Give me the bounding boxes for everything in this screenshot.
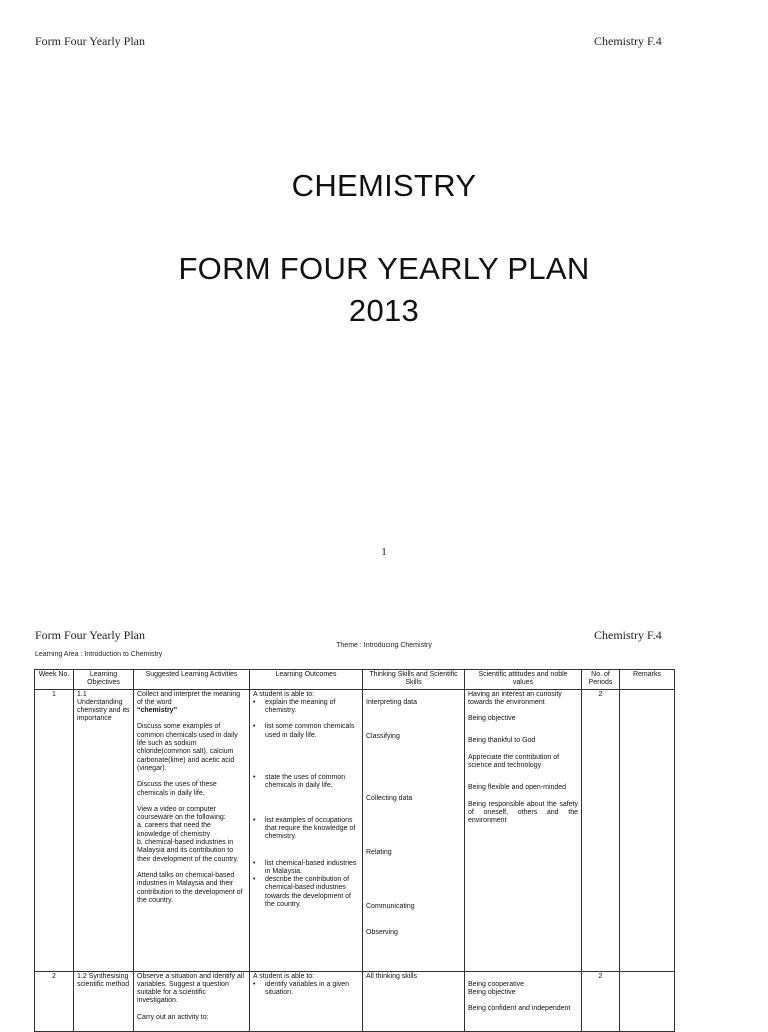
document-subtitle: FORM FOUR YEARLY PLAN (178, 251, 590, 286)
outcome-intro: A student is able to: (253, 690, 315, 698)
values-cell (465, 689, 582, 971)
activities-cell (134, 971, 250, 1031)
remarks-cell (620, 689, 675, 971)
document-title: CHEMISTRY (291, 168, 477, 203)
header-outcomes: Learning Outcomes (250, 670, 363, 690)
outcome-item: • list examples of occupations that require the knowledge of chemistry. (263, 817, 359, 842)
activity-text: Observe a situation and identify all variables. Suggest a question suitable for a scientific investigation. (137, 972, 245, 1005)
activity-text: “chemistry” (137, 707, 178, 715)
yearly-plan-table (34, 669, 675, 1032)
skill-item: Observing (366, 929, 398, 937)
outcome-item: • list some common chemicals used in daily life. (263, 723, 359, 740)
skills-cell (363, 689, 465, 971)
activity-text: View a video or computer courseware on the following: (137, 805, 226, 822)
page2-header-left: Form Four Yearly Plan (35, 628, 146, 642)
periods-cell: 2 (582, 689, 620, 971)
objective-cell: 1.1 Understanding chemistry and its importance (74, 689, 134, 971)
activity-text: Collect and interpret the meaning of the word (137, 690, 241, 706)
value-item: Being responsible about the safety of oneself, others and the environment (468, 800, 578, 825)
value-item: Being objective (468, 988, 516, 996)
outcome-item: • explain the meaning of chemistry. (263, 699, 359, 716)
activity-text: Attend talks on chemical-based industries in Malaysia and their contribution to the development of the country. (137, 871, 243, 904)
document-year: 2013 (348, 293, 420, 328)
header-skills: Thinking Skills and Scientific Skills (363, 670, 465, 690)
outcomes-cell (250, 971, 363, 1031)
objective-cell: 1.2 Synthesising scientific method (74, 971, 134, 1031)
value-item: Being flexible and open-minded (468, 784, 567, 792)
header-values: Scientific attitudes and noble values (465, 670, 582, 690)
header-periods: No. of Periods (582, 670, 620, 690)
value-item: Being confident and independent (468, 1005, 571, 1013)
value-item: Being objective (468, 715, 516, 723)
skill-item: Interpreting data (366, 698, 417, 706)
outcomes-cell (250, 689, 363, 971)
values-cell (465, 971, 582, 1031)
outcome-intro: A student is able to: (253, 972, 315, 980)
week-cell: 2 (35, 971, 74, 1031)
page1-header-left: Form Four Yearly Plan (35, 34, 146, 48)
learning-area-label: Learning Area : Introduction to Chemistry (35, 651, 163, 658)
outcome-item: • identify variables in a given situation. (263, 981, 359, 998)
table-row (35, 971, 675, 1031)
outcome-item: • list chemical-based industries in Malaysia. (263, 860, 359, 877)
periods-cell: 2 (582, 971, 620, 1031)
value-item: Being thankful to God (468, 737, 536, 745)
skill-item: Collecting data (366, 795, 413, 803)
activity-text: Discuss the uses of these chemicals in daily life. (137, 781, 217, 797)
theme-label: Theme : Introducing Chemistry (336, 642, 432, 649)
table-row (35, 689, 675, 971)
outcome-item: • describe the contribution of chemical-based industries towards the development of the country. (263, 876, 359, 909)
skill-item: Communicating (366, 902, 415, 910)
value-item: Appreciate the contribution of science and technology (468, 753, 560, 770)
page1-header-right: Chemistry F.4 (594, 34, 662, 48)
skill-item: All thinking skills (366, 972, 417, 980)
value-item: Having an interest an curiosity towards the environment (468, 690, 562, 706)
activity-text: Discuss some examples of common chemicals used in daily life such as sodium chloride(common salt), calcium carbonate(lime) and acetic acid (vinegar). (137, 723, 238, 772)
table-header-row (35, 670, 675, 690)
value-item: Being cooperative (468, 980, 525, 988)
week-cell: 1 (35, 689, 74, 971)
skill-item: Classifying (366, 732, 400, 740)
activities-cell (134, 689, 250, 971)
page-number: 1 (381, 546, 387, 558)
remarks-cell (620, 971, 675, 1031)
outcome-item: • state the uses of common chemicals in daily life. (263, 774, 359, 791)
header-remarks: Remarks (620, 670, 675, 690)
activity-text: a. careers that need the knowledge of chemistry (137, 822, 211, 838)
header-objectives: Learning Objectives (74, 670, 134, 690)
skills-cell (363, 971, 465, 1031)
page2-header-right: Chemistry F.4 (594, 628, 662, 642)
header-week: Week No. (35, 670, 74, 690)
activity-text: b. chemical-based industries in Malaysia and its contribution to their development of the country. (137, 839, 239, 863)
activity-text: Carry out an activity to: (137, 1013, 209, 1021)
skill-item: Relating (366, 849, 392, 857)
header-activities: Suggested Learning Activities (134, 670, 250, 690)
